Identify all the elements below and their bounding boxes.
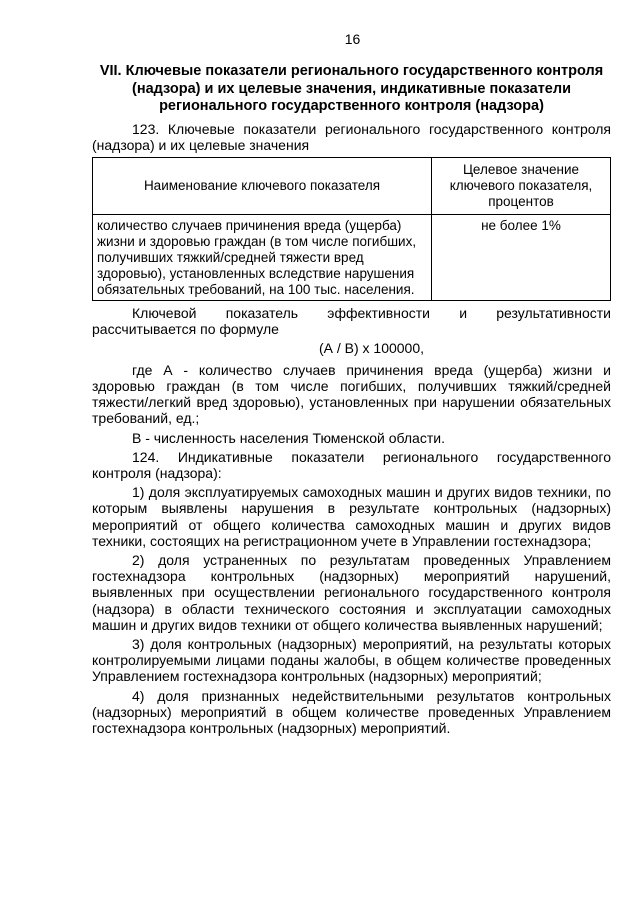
table-header-name: Наименование ключевого показателя — [93, 157, 432, 214]
table-header-row — [93, 157, 611, 214]
document-page — [92, 30, 611, 736]
formula: (А / В) х 100000, — [318, 340, 425, 357]
list-item: 3) доля контрольных (надзорных) мероприятий, на результаты которых контролируемыми лицами поданы жалобы, в общем количестве проведенных Управлением гостехнадзора контрольных (надзорных) мероприятий; — [92, 635, 611, 685]
list-item: 2) доля устраненных по результатам проведенных Управлением гостехнадзора контрольных (надзорных) мероприятий нарушений, выявленных при осуществлении регионального государственного контроля (надзора) в области технического состояния и эксплуатации самоходных машин и других видов техники от общего количества выявленных нарушений; — [92, 551, 611, 633]
kpi-formula-intro: Ключевой показатель эффективности и результативности рассчитывается по формуле — [92, 304, 611, 338]
list-item: 1) доля эксплуатируемых самоходных машин и других видов техники, по которым выявлены нарушения в результате контрольных (надзорных) мероприятий от общего количества самоходных машин и других видов техники, состоящих на регистрационном учете в Управлении гостехнадзора; — [92, 484, 611, 549]
formula-definition-a: где А - количество случаев причинения вреда (ущерба) жизни и здоровью граждан (в том числе погибших, получивших тяжкий/средней тяжести/легкий вред здоровью), установленных при нарушении обязательных требований, ед.; — [92, 361, 611, 427]
table-cell-value: не более 1% — [432, 214, 611, 300]
table-header-value: Целевое значение ключевого показателя, процентов — [432, 157, 611, 214]
table-row — [93, 214, 611, 300]
section-title: VII. Ключевые показатели регионального государственного контроля (надзора) и их целевые значения, индикативные показатели регионального государственного контроля (надзора) — [99, 63, 604, 114]
formula-definition-b: В - численность населения Тюменской области. — [132, 429, 445, 446]
table-cell-name: количество случаев причинения вреда (ущерба) жизни и здоровью граждан (в том числе погибших, получивших тяжкий/средней тяжести вред здоровью), установленных вследствие нарушения обязательных требований, на 100 тыс. населения. — [93, 214, 432, 300]
kpi-table — [92, 157, 611, 301]
page-number: 16 — [344, 31, 361, 47]
list-item: 4) доля признанных недействительными результатов контрольных (надзорных) мероприятий в общем количестве проведенных Управлением гостехнадзора контрольных (надзорных) мероприятий. — [92, 687, 611, 736]
paragraph-123: 123. Ключевые показатели регионального государственного контроля (надзора) и их целевые значения — [92, 120, 611, 153]
paragraph-124: 124. Индикативные показатели регионального государственного контроля (надзора): — [92, 448, 611, 481]
